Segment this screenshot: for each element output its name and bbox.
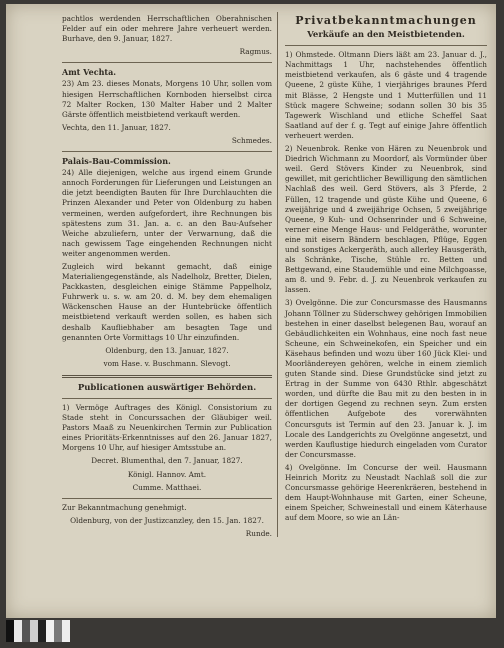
right-column [285, 14, 487, 527]
page-heading: Privatbekanntmachungen [295, 14, 477, 27]
notice-palais-bau [62, 168, 272, 259]
office-name: Königl. Hannov. Amt. [127, 469, 207, 479]
notice-body: Alle diejenigen, welche aus irgend einem Grunde annoch Forderungen für Lieferungen und Leistungen an die jetzt beendigten Bauten für Ihre Durchlauchten die Prinzen Alexander und Peter von Oldenburg zu haben vermeinen, werden aufgefordert, ihre Rechnungen bis spätestens zum 31. Jan. a. c. an den Bau-Aufseher Weiche abzuliefern, unter der Verwarnung, daß die nach gewissem Tage eingehenden Rechnungen nicht weiter angenommen werden. [62, 168, 272, 258]
section-title-amt-vechta: Amt Vechta. [62, 67, 117, 78]
intro-text: pachtlos werdenden Herrschaftlichen Oberahnischen Felder auf ein oder mehrere Jahre verheuert werden. Burhave, den 9. Januar, 1827. [62, 14, 272, 44]
notice-body: Am 23. dieses Monats, Morgens 10 Uhr, sollen vom hiesigen Herrschaftlichen Kornboden hierselbst circa 72 Malter Rocken, 130 Malter Haber und 2 Malter Gärste öffentlich meistbietend verkauft werden. [62, 79, 272, 119]
notice-body: Ovelgönne. Die zur Concursmasse des Hausmanns Johann Töllner zu Süderschwey gehörigen Immobilien bestehen in einer daselbst belegenen Bau, worauf an Gebäudlichkeiten ein Wohnhaus, eine noch fast neue Scheune, ein Schweinekofen, ein Speicher und ein Käsehaus befinden und wozu über 160 Jück Klei- und Moorländereyen gehören, welche in einem ziemlich guten Stande sind. Diese Grundstücke sind jetzt zu Ertrag in der Summe von 6430 Rthlr. abgeschätzt worden, und dürfte die Bau mit zu den besten in in der dortigen Gegend zu rechnen seyn. Zum ersten öffentlichen Aufgebote des vorerwähnten Concursguts ist Termin auf den 23. Januar k. J. im Locale des Landgerichts zu Ovelgönne angesetzt, und werden Kauflustige hiedurch eingeladen vom Curator der Concursmasse. [285, 298, 487, 459]
section-subheading: Verkäufe an den Meistbietenden. [307, 30, 465, 41]
scale-swatch [54, 620, 62, 642]
divider [285, 45, 487, 46]
notice-ovelgoenne-2 [285, 463, 487, 524]
notice-number: 23) [62, 79, 75, 89]
signature: Runde. [245, 528, 272, 538]
scale-swatch [6, 620, 14, 642]
notice-body: Vermöge Auftrages des Königl. Consistorium zu Stade steht in Concurssachen der Gläubiger weil. Pastors Maaß zu Neuenkirchen Termin zur Publication eines Prioritäts-Erkenntnisses auf den 26. Januar 1827, Morgens 10 Uhr, auf hiesiger Amtsstube an. [62, 403, 272, 453]
dateline: Decret. Blumenthal, den 7. Januar, 1827. [91, 456, 243, 466]
dateline: Oldenburg, von der Justizcanzley, den 15. Jan. 1827. [70, 515, 264, 525]
notice-number: 3) [285, 298, 293, 308]
notice-number: 4) [285, 462, 293, 472]
dateline: Vechta, den 11. Januar, 1827. [62, 122, 171, 132]
scale-swatch [22, 620, 30, 642]
signature: Schmedes. [231, 135, 272, 145]
notice-number: 24) [62, 168, 75, 178]
notice-body: Ovelgönne. Im Concurse der weil. Hausmann Heinrich Moritz zu Neustadt Nachlaß soll die zur Concursmasse gehörige Heerenkräeren, bestehend in dem Haupt-Wohnhause mit Garten, einer Scheune, einem Speicher, Schweinestall und einem Käterhause auf dem Moore, so wie an Län- [285, 462, 487, 523]
section-title-palais-bau: Palais-Bau-Commission. [62, 156, 171, 167]
scale-swatch [30, 620, 38, 642]
scale-swatch [62, 620, 70, 642]
signatures: vom Hase. v. Buschmann. Slevogt. [103, 358, 231, 368]
notice-amt-vechta [62, 79, 272, 119]
signatures: Cummе. Matthaei. [132, 482, 202, 492]
notice-number: 1) [285, 50, 293, 60]
double-divider [62, 375, 272, 378]
notice-body: Ohmstede. Oltmann Diers läßt am 23. Januar d. J., Nachmittags 1 Uhr, nachstehendes öffentlich meistbietend verkaufen, als 6 gäste und 4 tragende Queene, 2 güste Kühe, 1 vierjähriges braunes Pferd mit Blässe, 2 Hengste und 1 Mutterfüllen und 11 Stück magere Schweine; sodann sollen 30 bis 35 Tagewerk Wischland und etliche Scheffel Saat Saatland auf der f. g. Tegt auf einige Jahre öffentlich verheuert werden. [285, 50, 487, 140]
scale-swatch [14, 620, 22, 642]
left-column [62, 14, 272, 542]
notice-number: 1) [62, 403, 70, 412]
notice-number: 2) [285, 144, 293, 154]
divider [62, 498, 272, 499]
notice-neuenbrok [285, 144, 487, 295]
scale-swatch [46, 620, 54, 642]
divider [62, 62, 272, 63]
section-title-publicationen: Publicationen auswärtiger Behörden. [77, 382, 257, 393]
intro-signature: Ragmus. [239, 47, 272, 57]
divider [62, 151, 272, 152]
notice-ovelgoenne-1 [285, 298, 487, 460]
notice-body-continued: Zugleich wird bekannt gemacht, daß einige Materialiengegenstände, als Nadelholz, Bretter, Dielen, Packkasten, desgleichen einige Stämme Pappelholz, Fuhrwerk u. s. w. am 20. d. M. bey dem ehemaligen Wäckenschen Hause an der Huntebrücke öffentlich meistbietend verkauft werden sollen, es haben sich deshalb Kaufliebhaber am besagten Tage und genannten Orte Vormittags 10 Uhr einzufinden. [62, 261, 272, 342]
notice-body: Neuenbrok. Renke von Hären zu Neuenbrok und Diedrich Wichmann zu Moordorf, als Vormünder über weil. Gerd Stövers Kinder zu Neuenbrok, sind gewillet, mit gerichtlicher Bewilligung den sämtlichen Nachlaß des weil. Gerd Stövers, als 3 Pferde, 2 Füllen, 12 tragende und güste Kühe und Queene, 6 zweijährige und 4 zweijährige Ochsen, 5 zweijährige Queene, 9 Kuh- und Ochsenrinder und 6 Schweine, verner eine Menge Haus- und Feldgeräthe, worunter eine mit eisern Bändern beschlagen, Pflüge, Eggen und sonstiges Ackergeräth, auch allerley Hausgeräth, als Schränke, Tische, Stühle rc. Betten und Bettgewand, eine Staudemühle und eine Milchgoasse, am 8. und 9. Febr. d. J. zu Neuenbrok verkaufen zu lassen. [285, 144, 487, 295]
column-rule [277, 12, 278, 537]
newspaper-page [6, 4, 496, 618]
color-scale-bar [6, 620, 70, 642]
notice-ohmstede [285, 50, 487, 141]
approval-note: Zur Bekanntmachung genehmigt. [62, 502, 187, 512]
scale-swatch [38, 620, 46, 642]
divider [62, 398, 272, 399]
dateline: Oldenburg, den 13. Januar, 1827. [105, 345, 229, 355]
notice-publication [62, 403, 272, 453]
